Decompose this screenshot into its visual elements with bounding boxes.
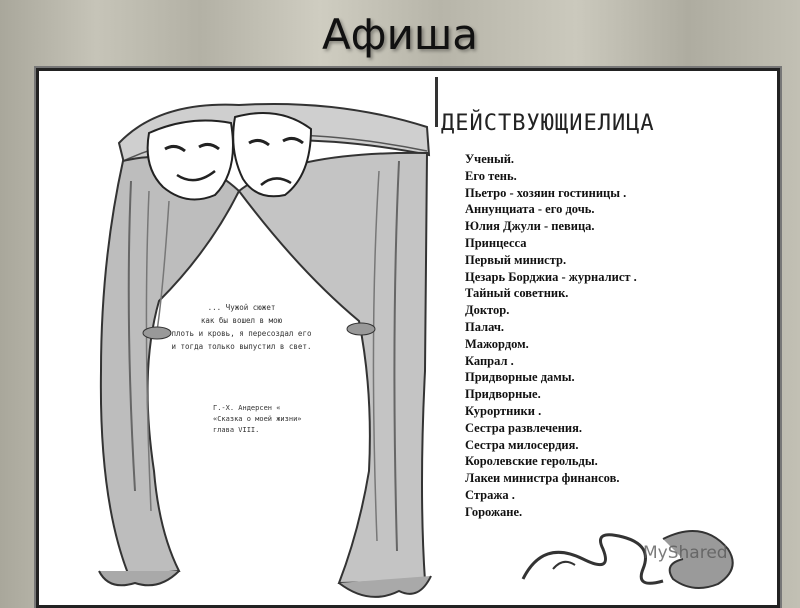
list-item: Его тень. xyxy=(465,168,517,183)
list-item: Палач. xyxy=(465,319,505,334)
quote-line: ... Чужой сюжет xyxy=(207,303,276,312)
list-item: Мажордом. xyxy=(465,336,529,351)
list-item: Ученый. xyxy=(465,152,515,166)
epigraph-quote xyxy=(134,301,349,353)
epigraph-citation xyxy=(213,403,343,436)
list-item: Пьетро - хозяин гостиницы . xyxy=(465,185,627,200)
list-item: Принцесса xyxy=(465,235,527,250)
list-item: Доктор. xyxy=(465,303,510,318)
slide-title: Афиша xyxy=(321,10,479,59)
cast-heading: ДЕЙСТВУЮЩИЕЛИЦА xyxy=(441,111,655,136)
list-item: Лакеи министра финансов. xyxy=(465,471,620,486)
list-item: Юлия Джули - певица. xyxy=(465,219,595,234)
watermark: MyShared xyxy=(643,543,728,563)
list-item: Капрал . xyxy=(465,353,514,368)
quote-line: и тогда только выпустил в свет. xyxy=(171,342,312,351)
list-item: Придворные. xyxy=(465,387,541,402)
citation-line: Г.-Х. Андерсен « xyxy=(213,404,281,412)
list-item: Сестра милосердия. xyxy=(465,437,579,452)
list-item: Стража . xyxy=(465,487,515,502)
column-divider xyxy=(435,77,438,127)
list-item: Придворные дамы. xyxy=(465,370,575,385)
list-item: Тайный советник. xyxy=(465,286,569,301)
cast-list xyxy=(465,151,637,521)
list-item: Королевские герольды. xyxy=(465,454,598,469)
list-item: Курортники . xyxy=(465,403,542,418)
poster xyxy=(36,68,780,608)
list-item: Первый министр. xyxy=(465,252,567,267)
citation-line: глава VIII. xyxy=(213,426,260,434)
citation-line: «Сказка о моей жизни» xyxy=(213,415,302,423)
quote-line: плоть и кровь, я пересоздал его xyxy=(171,329,312,338)
list-item: Горожане. xyxy=(465,504,523,519)
list-item: Сестра развлечения. xyxy=(465,420,582,435)
list-item: Цезарь Борджиа - журналист . xyxy=(465,269,637,284)
list-item: Аннунциата - его дочь. xyxy=(465,202,595,217)
quote-line: как бы вошел в мою xyxy=(200,316,283,325)
